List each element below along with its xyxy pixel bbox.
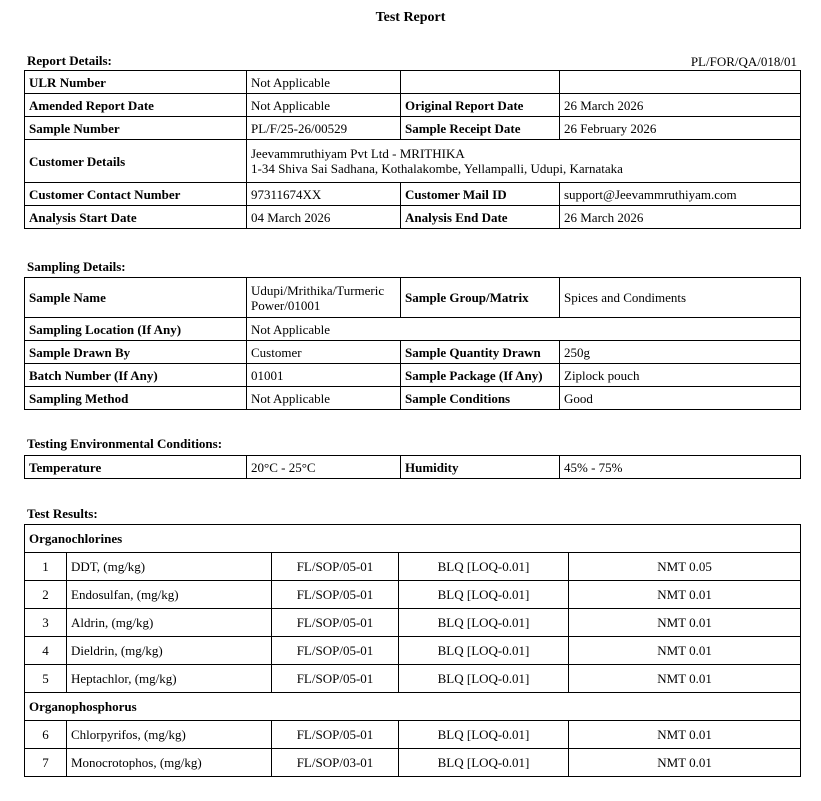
form-code: PL/FOR/QA/018/01 [690,54,797,69]
row-result: BLQ [LOQ-0.01] [399,553,569,581]
row-number: 5 [25,665,67,693]
table-row [25,721,801,749]
ulr-label: ULR Number [25,71,247,94]
humidity-label: Humidity [401,456,560,479]
temperature-label: Temperature [25,456,247,479]
row-limit: NMT 0.01 [569,665,801,693]
row-method: FL/SOP/05-01 [272,665,399,693]
amended-date-label: Amended Report Date [25,94,247,117]
amended-date-value: Not Applicable [247,94,401,117]
original-date-value: 26 March 2026 [560,94,801,117]
analysis-end-value: 26 March 2026 [560,206,801,229]
group-organophosphorus: Organophosphorus [25,693,801,721]
sample-name-value [247,278,401,318]
sample-number-value: PL/F/25-26/00529 [247,117,401,140]
package-label: Sample Package (If Any) [401,364,560,387]
row-parameter: DDT, (mg/kg) [67,553,272,581]
analysis-start-label: Analysis Start Date [25,206,247,229]
environment-heading: Testing Environmental Conditions: [27,436,223,451]
row-limit: NMT 0.01 [569,581,801,609]
sample-name-line2: Power/01001 [251,297,321,313]
row-number: 4 [25,637,67,665]
mail-id-value: support@Jeevammruthiyam.com [560,183,801,206]
row-parameter: Chlorpyrifos, (mg/kg) [67,721,272,749]
original-date-label: Original Report Date [401,94,560,117]
row-parameter: Dieldrin, (mg/kg) [67,637,272,665]
customer-details-label: Customer Details [25,140,247,183]
sampling-details-table [24,277,801,410]
row-method: FL/SOP/03-01 [272,749,399,777]
row-limit: NMT 0.05 [569,553,801,581]
row-number: 2 [25,581,67,609]
sample-conditions-value: Good [560,387,801,410]
analysis-start-value: 04 March 2026 [247,206,401,229]
table-row [25,609,801,637]
row-method: FL/SOP/05-01 [272,637,399,665]
drawn-by-label: Sample Drawn By [25,341,247,364]
customer-address: 1-34 Shiva Sai Sadhana, Kothalakombe, Yellampalli, Udupi, Karnataka [251,161,623,176]
row-number: 3 [25,609,67,637]
page-title: Test Report [375,10,446,25]
ulr-value: Not Applicable [247,71,401,94]
row-parameter: Heptachlor, (mg/kg) [67,665,272,693]
batch-number-label: Batch Number (If Any) [25,364,247,387]
receipt-date-value: 26 February 2026 [560,117,801,140]
customer-details-value [247,140,801,183]
row-number: 6 [25,721,67,749]
ulr-empty-cell [401,71,560,94]
row-parameter: Aldrin, (mg/kg) [67,609,272,637]
humidity-value: 45% - 75% [560,456,801,479]
test-results-table [24,524,801,777]
sample-group-label: Sample Group/Matrix [401,278,560,318]
contact-number-value: 97311674XX [247,183,401,206]
customer-name: Jeevammruthiyam Pvt Ltd - MRITHIKA [251,146,465,161]
table-row [25,749,801,777]
row-result: BLQ [LOQ-0.01] [399,581,569,609]
row-method: FL/SOP/05-01 [272,581,399,609]
quantity-label: Sample Quantity Drawn [401,341,560,364]
ulr-empty-cell [560,71,801,94]
package-value: Ziplock pouch [560,364,801,387]
table-row [25,581,801,609]
analysis-end-label: Analysis End Date [401,206,560,229]
row-result: BLQ [LOQ-0.01] [399,749,569,777]
sampling-method-value: Not Applicable [247,387,401,410]
test-results-heading: Test Results: [27,506,98,521]
sample-conditions-label: Sample Conditions [401,387,560,410]
table-row [25,665,801,693]
row-result: BLQ [LOQ-0.01] [399,609,569,637]
table-row [25,637,801,665]
row-result: BLQ [LOQ-0.01] [399,637,569,665]
row-number: 1 [25,553,67,581]
table-row [25,553,801,581]
sample-group-value: Spices and Condiments [560,278,801,318]
sample-name-label: Sample Name [25,278,247,318]
row-limit: NMT 0.01 [569,721,801,749]
sampling-details-heading: Sampling Details: [27,259,126,274]
row-method: FL/SOP/05-01 [272,553,399,581]
row-method: FL/SOP/05-01 [272,609,399,637]
drawn-by-value: Customer [247,341,401,364]
contact-number-label: Customer Contact Number [25,183,247,206]
group-organochlorines: Organochlorines [25,525,801,553]
mail-id-label: Customer Mail ID [401,183,560,206]
row-result: BLQ [LOQ-0.01] [399,721,569,749]
row-number: 7 [25,749,67,777]
sample-number-label: Sample Number [25,117,247,140]
batch-number-value: 01001 [247,364,401,387]
quantity-value: 250g [560,341,801,364]
row-limit: NMT 0.01 [569,637,801,665]
row-parameter: Monocrotophos, (mg/kg) [67,749,272,777]
row-limit: NMT 0.01 [569,609,801,637]
sample-name-line1: Udupi/Mrithika/Turmeric [251,282,385,298]
row-limit: NMT 0.01 [569,749,801,777]
row-method: FL/SOP/05-01 [272,721,399,749]
row-parameter: Endosulfan, (mg/kg) [67,581,272,609]
sampling-location-label: Sampling Location (If Any) [25,318,247,341]
report-details-table [24,70,801,229]
temperature-value: 20°C - 25°C [247,456,401,479]
environment-table [24,455,801,479]
row-result: BLQ [LOQ-0.01] [399,665,569,693]
report-details-heading: Report Details: [27,53,112,68]
receipt-date-label: Sample Receipt Date [401,117,560,140]
sampling-method-label: Sampling Method [25,387,247,410]
sampling-location-value: Not Applicable [247,318,801,341]
